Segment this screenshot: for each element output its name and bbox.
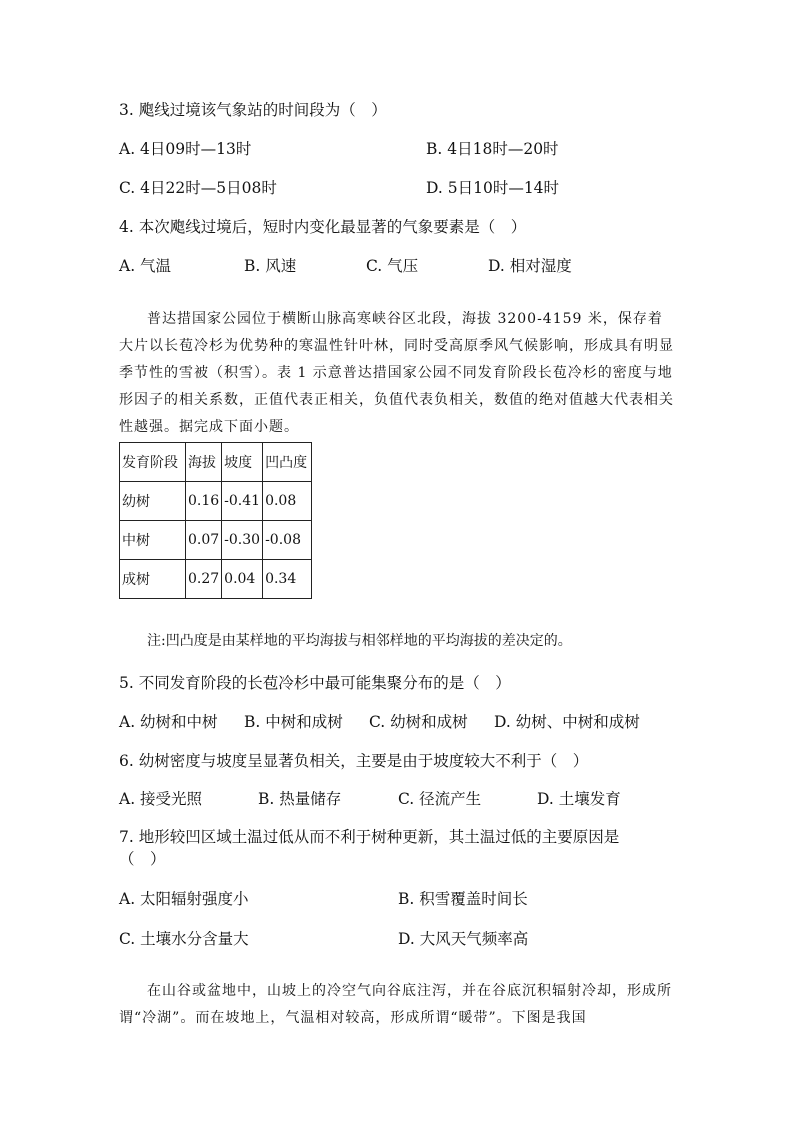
q5-option-b: B. 中树和成树 bbox=[244, 713, 343, 731]
table-row bbox=[120, 521, 312, 560]
q4-option-a: A. 气温 bbox=[119, 257, 172, 275]
q3-option-c: C. 4日22时—5日08时 bbox=[119, 179, 277, 197]
passage-1 bbox=[119, 306, 675, 441]
table-cell: 0.34 bbox=[263, 560, 312, 599]
passage-2 bbox=[119, 978, 675, 1032]
table-cell: 0.08 bbox=[263, 482, 312, 521]
q3-option-b: B. 4日18时—20时 bbox=[426, 140, 559, 158]
q3-option-d: D. 5日10时—14时 bbox=[426, 179, 560, 197]
q6-option-d: D. 土壤发育 bbox=[537, 790, 621, 808]
table-header-cell: 坡度 bbox=[222, 443, 263, 482]
q7-option-d: D. 大风天气频率高 bbox=[398, 930, 529, 948]
table-cell: 幼树 bbox=[120, 482, 186, 521]
table-row bbox=[120, 560, 312, 599]
table-note: 注:凹凸度是由某样地的平均海拔与相邻样地的平均海拔的差决定的。 bbox=[147, 633, 572, 649]
table-cell: -0.41 bbox=[222, 482, 263, 521]
table-header-row bbox=[120, 443, 312, 482]
q4-option-b: B. 风速 bbox=[244, 257, 297, 275]
table-header-cell: 发育阶段 bbox=[120, 443, 186, 482]
q3-option-a: A. 4日09时—13时 bbox=[119, 140, 252, 158]
table-cell: 0.07 bbox=[186, 521, 222, 560]
q7-stem: 7. 地形较凹区域土温过低从而不利于树种更新，其土温过低的主要原因是 bbox=[119, 828, 620, 846]
q4-option-d: D. 相对湿度 bbox=[488, 257, 572, 275]
q4-stem: 4. 本次飑线过境后，短时内变化最显著的气象要素是（ ） bbox=[119, 218, 527, 236]
q6-option-a: A. 接受光照 bbox=[119, 790, 203, 808]
q5-stem: 5. 不同发育阶段的长苞冷杉中最可能集聚分布的是（ ） bbox=[119, 674, 511, 692]
passage-2-text: 在山谷或盆地中，山坡上的冷空气向谷底注泻，并在谷底沉积辐射冷却，形成所谓“冷湖”。而在坡地上，气温相对较高，形成所谓“暖带”。下图是我国 bbox=[119, 983, 672, 1026]
correlation-table bbox=[119, 442, 312, 599]
q5-option-c: C. 幼树和成树 bbox=[369, 713, 468, 731]
q6-option-b: B. 热量储存 bbox=[258, 790, 342, 808]
table-cell: 成树 bbox=[120, 560, 186, 599]
q4-option-c: C. 气压 bbox=[366, 257, 419, 275]
q6-stem: 6. 幼树密度与坡度呈显著负相关，主要是由于坡度较大不利于（ ） bbox=[119, 752, 589, 770]
q7-stem-continued: （ ） bbox=[119, 850, 166, 868]
q5-option-d: D. 幼树、中树和成树 bbox=[494, 713, 640, 731]
table-cell: 中树 bbox=[120, 521, 186, 560]
q6-option-c: C. 径流产生 bbox=[398, 790, 482, 808]
q7-option-c: C. 土壤水分含量大 bbox=[119, 930, 249, 948]
table-cell: 0.27 bbox=[186, 560, 222, 599]
q3-stem: 3. 飑线过境该气象站的时间段为（ ） bbox=[119, 101, 387, 119]
q7-option-b: B. 积雪覆盖时间长 bbox=[398, 890, 528, 908]
table-cell: 0.04 bbox=[222, 560, 263, 599]
table-row bbox=[120, 482, 312, 521]
table-header-cell: 凹凸度 bbox=[263, 443, 312, 482]
q7-option-a: A. 太阳辐射强度小 bbox=[119, 890, 249, 908]
table-cell: -0.08 bbox=[263, 521, 312, 560]
table-cell: -0.30 bbox=[222, 521, 263, 560]
passage-1-text: 普达措国家公园位于横断山脉高寒峡谷区北段，海拔 3200-4159 米，保存着大片以长苞冷杉为优势种的寒温性针叶林，同时受高原季风气候影响，形成具有明显季节性的雪被（积雪）。表 1 示意普达措国家公园不同发育阶段长苞冷杉的密度与地形因子的相关系数，正值代表正相关，负值代表负相关，数值的绝对值越大代表相关性越强。据完成下面小题。 bbox=[119, 311, 674, 435]
q5-option-a: A. 幼树和中树 bbox=[119, 713, 218, 731]
table-cell: 0.16 bbox=[186, 482, 222, 521]
table-header-cell: 海拔 bbox=[186, 443, 222, 482]
